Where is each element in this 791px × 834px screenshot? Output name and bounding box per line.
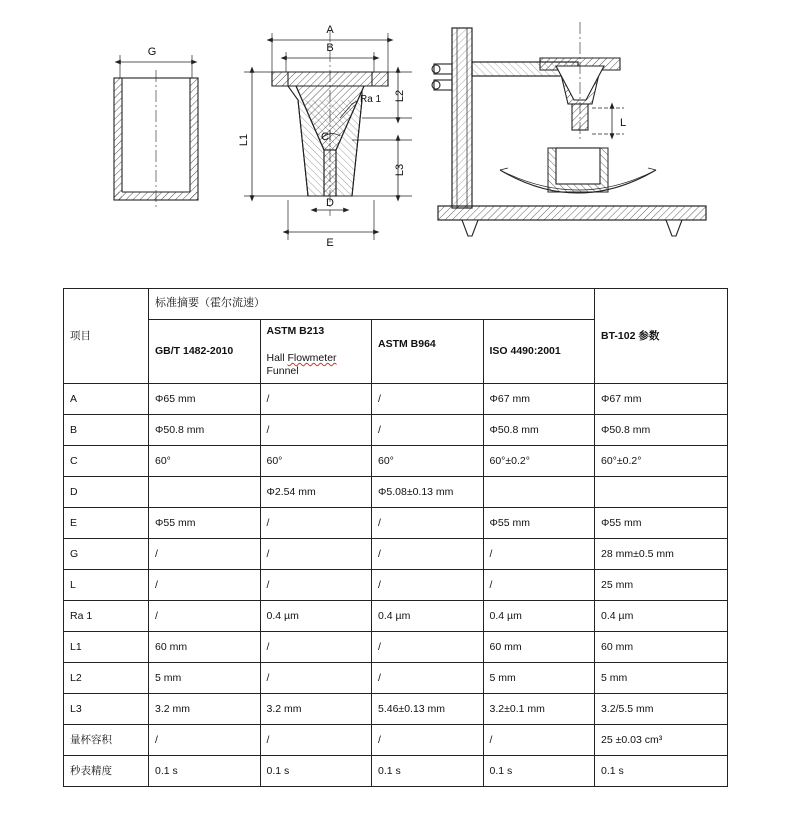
label-funnel-Ra: Ra 1 [360,94,382,105]
table-row [64,570,728,601]
row-item: G [64,539,149,570]
table-row [64,756,728,787]
row-cell: 3.2 mm [260,694,372,725]
row-cell: / [372,539,484,570]
header-col-astm-b964: ASTM B964 [372,320,484,384]
row-cell: / [260,539,372,570]
label-funnel-C: C [321,131,329,143]
row-cell: 60° [260,446,372,477]
row-cell: / [372,725,484,756]
header-col-iso: ISO 4490:2001 [483,320,595,384]
table-row [64,601,728,632]
row-cell: 0.4 µm [260,601,372,632]
header-item: 项目 [64,289,149,384]
table-row [64,694,728,725]
table-row [64,415,728,446]
row-cell: 3.2/5.5 mm [595,694,728,725]
header-col-gbt: GB/T 1482-2010 [149,320,261,384]
table-row [64,384,728,415]
drawing-svg [0,0,791,268]
row-item: 量杯容积 [64,725,149,756]
row-cell [149,477,261,508]
row-item: Ra 1 [64,601,149,632]
row-cell: 5 mm [595,663,728,694]
row-cell: / [372,570,484,601]
row-item: B [64,415,149,446]
row-item: L [64,570,149,601]
row-cell: 25 ±0.03 cm³ [595,725,728,756]
row-cell: 0.4 µm [595,601,728,632]
row-cell: / [260,508,372,539]
table-row [64,663,728,694]
row-cell: Φ65 mm [149,384,261,415]
row-cell: / [483,570,595,601]
row-cell: 60° [372,446,484,477]
label-cup-G: G [147,46,157,58]
row-cell: / [260,725,372,756]
row-cell: 5 mm [483,663,595,694]
row-cell: / [372,415,484,446]
table-row [64,539,728,570]
header-bt102: BT-102 参数 [595,289,728,384]
header-standard-summary: 标准摘要（霍尔流速） [149,289,595,320]
row-cell: / [149,725,261,756]
row-cell: / [260,415,372,446]
row-cell: / [149,601,261,632]
row-item: D [64,477,149,508]
spec-table-wrapper [63,288,728,787]
spec-table [63,288,728,787]
row-cell: Φ50.8 mm [595,415,728,446]
label-funnel-L1: L1 [238,133,250,147]
row-cell [595,477,728,508]
label-stand-L: L [620,117,627,129]
label-funnel-E: E [326,237,334,249]
cup-drawing [114,55,198,210]
row-cell: / [372,632,484,663]
table-row [64,725,728,756]
row-cell: 0.1 s [483,756,595,787]
row-cell: / [260,663,372,694]
label-funnel-L2: L2 [394,89,406,103]
row-cell: Φ67 mm [483,384,595,415]
row-cell: / [260,570,372,601]
row-cell: 3.2 mm [149,694,261,725]
row-cell: Φ67 mm [595,384,728,415]
row-cell: 0.1 s [149,756,261,787]
row-cell: / [483,539,595,570]
row-cell: 0.1 s [372,756,484,787]
row-cell: Φ55 mm [149,508,261,539]
technical-drawings [0,0,791,268]
row-cell: Φ50.8 mm [483,415,595,446]
stand-drawing [432,22,706,236]
row-cell: Φ2.54 mm [260,477,372,508]
label-funnel-L3: L3 [394,163,406,177]
row-cell: Φ50.8 mm [149,415,261,446]
row-cell: / [483,725,595,756]
row-item: C [64,446,149,477]
row-cell: 60 mm [149,632,261,663]
table-row [64,508,728,539]
row-item: L3 [64,694,149,725]
row-item: L1 [64,632,149,663]
header-col-astm-b213: ASTM B213 Hall Flowmeter Funnel [260,320,372,384]
row-item: L2 [64,663,149,694]
row-item: A [64,384,149,415]
row-cell: 0.1 s [595,756,728,787]
row-cell: 60°±0.2° [483,446,595,477]
row-cell: 60°±0.2° [595,446,728,477]
row-cell: 5.46±0.13 mm [372,694,484,725]
table-row [64,632,728,663]
row-cell: Φ5.08±0.13 mm [372,477,484,508]
table-header-row-merged [64,289,728,320]
row-cell [483,477,595,508]
row-cell: / [149,570,261,601]
row-cell: Φ55 mm [595,508,728,539]
row-cell: / [372,384,484,415]
label-funnel-D: D [326,197,334,209]
row-cell: 5 mm [149,663,261,694]
table-row [64,446,728,477]
row-item: E [64,508,149,539]
row-cell: 0.1 s [260,756,372,787]
row-cell: 0.4 µm [483,601,595,632]
row-cell: 25 mm [595,570,728,601]
row-cell: 60° [149,446,261,477]
row-cell: 60 mm [483,632,595,663]
row-cell: Φ55 mm [483,508,595,539]
row-cell: / [149,539,261,570]
row-cell: / [372,508,484,539]
row-cell: / [260,384,372,415]
label-funnel-B: B [326,42,334,54]
table-row [64,477,728,508]
row-cell: / [260,632,372,663]
row-item: 秒表精度 [64,756,149,787]
row-cell: / [372,663,484,694]
label-funnel-A: A [326,24,334,36]
row-cell: 0.4 µm [372,601,484,632]
row-cell: 28 mm±0.5 mm [595,539,728,570]
row-cell: 3.2±0.1 mm [483,694,595,725]
row-cell: 60 mm [595,632,728,663]
